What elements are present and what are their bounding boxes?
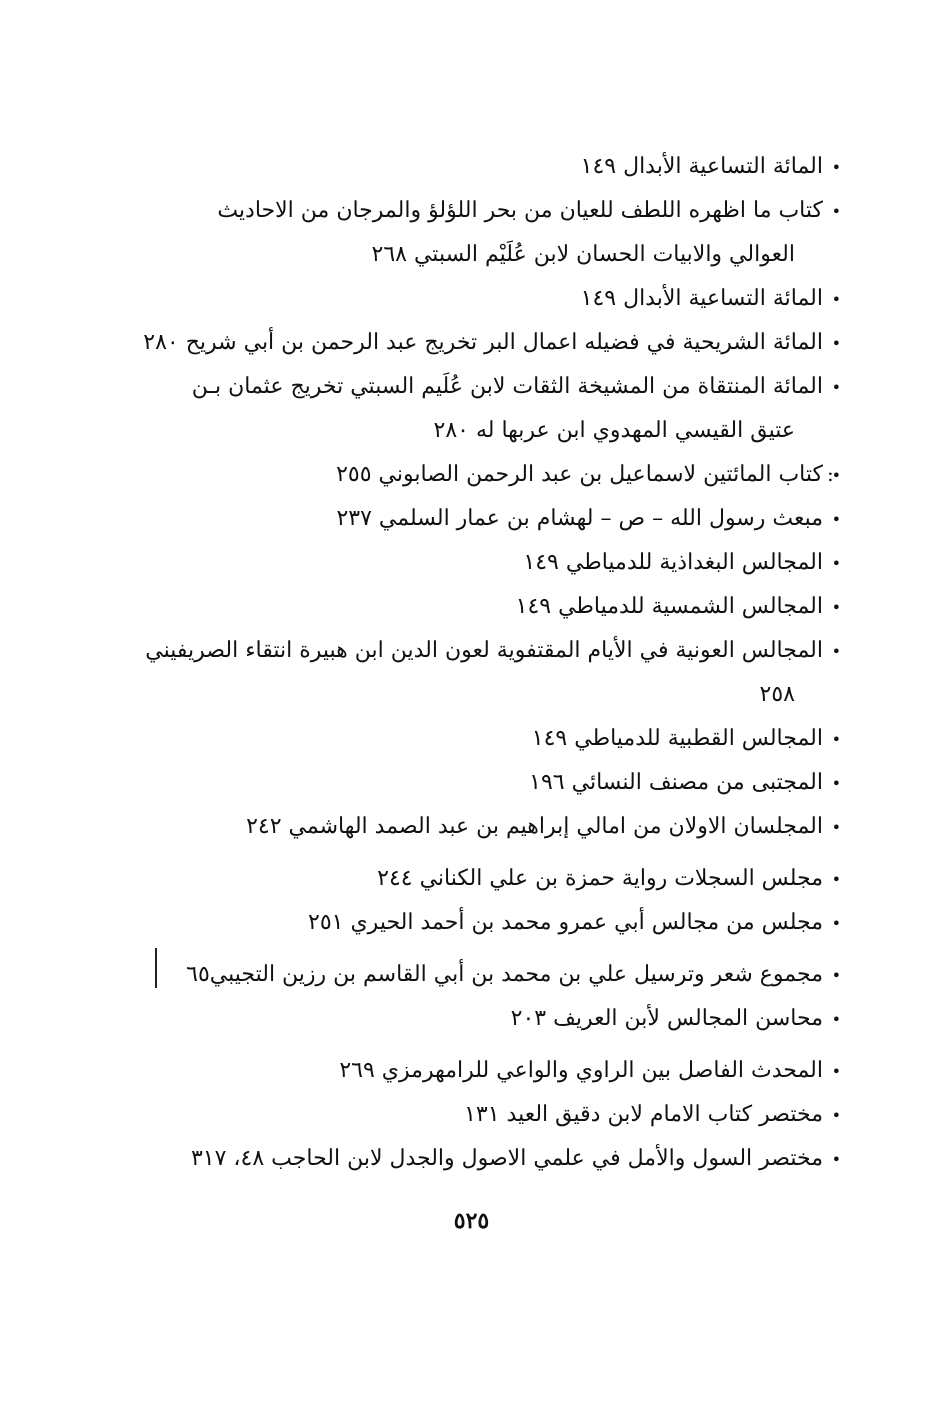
bullet-icon: • bbox=[831, 202, 841, 221]
index-entry bbox=[143, 953, 841, 997]
index-entry bbox=[143, 453, 841, 497]
bullet-icon: • bbox=[831, 1062, 841, 1081]
page-number: ٥٢٥ bbox=[453, 1208, 490, 1234]
index-entry bbox=[143, 541, 841, 585]
index-entry bbox=[143, 717, 841, 761]
bullet-icon: • bbox=[831, 730, 841, 749]
bullet-icon: • bbox=[831, 598, 841, 617]
index-entry bbox=[143, 189, 841, 277]
bullet-icon: • bbox=[831, 774, 841, 793]
entry-text: المائة الشريحية في فضيله اعمال البر تخريج عبد الرحمن بن أبي شريح ٢٨٠ bbox=[143, 330, 823, 355]
entry-text: مجموع شعر وترسيل علي بن محمد بن أبي القاسم بن رزين التجيبي٦٥ bbox=[186, 962, 823, 987]
entry-text: المائة المنتقاة من المشيخة الثقات لابن عُلَيم السبتي تخريج عثمان بـن bbox=[191, 374, 823, 399]
bullet-icon: • bbox=[831, 466, 841, 485]
entry-text: المجالس القطبية للدمياطي ١٤٩ bbox=[531, 726, 823, 751]
index-entry bbox=[143, 1049, 841, 1093]
margin-colon-mark: : bbox=[827, 462, 834, 486]
bullet-icon: • bbox=[831, 1106, 841, 1125]
entry-text: المجالس الشمسية للدمياطي ١٤٩ bbox=[515, 594, 823, 619]
index-entry-list bbox=[143, 145, 841, 1181]
entry-text: مختصر كتاب الامام لابن دقيق العيد ١٣١ bbox=[464, 1102, 823, 1127]
bullet-icon: • bbox=[831, 914, 841, 933]
index-entry bbox=[143, 497, 841, 541]
bullet-icon: • bbox=[831, 378, 841, 397]
index-entry bbox=[143, 277, 841, 321]
index-entry bbox=[143, 1093, 841, 1137]
index-entry bbox=[143, 857, 841, 901]
entry-text: المائة التساعية الأبدال ١٤٩ bbox=[580, 154, 823, 179]
entry-text: محاسن المجالس لأبن العريف ٢٠٣ bbox=[510, 1006, 823, 1031]
bullet-icon: • bbox=[831, 870, 841, 889]
bullet-icon: • bbox=[831, 554, 841, 573]
entry-text: كتاب ما اظهره اللطف للعيان من بحر اللؤلؤ والمرجان من الاحاديث bbox=[217, 198, 823, 223]
bullet-icon: • bbox=[831, 966, 841, 985]
index-entry bbox=[143, 761, 841, 805]
index-entry bbox=[143, 629, 841, 717]
margin-vertical-rule bbox=[155, 948, 157, 988]
entry-text: مجلس السجلات رواية حمزة بن علي الكناني ٢٤٤ bbox=[377, 866, 823, 891]
entry-text: المجالس العونية في الأيام المقتفوية لعون الدين ابن هبيرة انتقاء الصريفيني bbox=[145, 638, 823, 663]
index-entry bbox=[143, 805, 841, 849]
index-entry bbox=[143, 997, 841, 1041]
bullet-icon: • bbox=[831, 510, 841, 529]
bullet-icon: • bbox=[831, 158, 841, 177]
bullet-icon: • bbox=[831, 334, 841, 353]
entry-text: المجلسان الاولان من امالي إبراهيم بن عبد الصمد الهاشمي ٢٤٢ bbox=[246, 814, 823, 839]
bullet-icon: • bbox=[831, 1010, 841, 1029]
entry-text: كتاب المائتين لاسماعيل بن عبد الرحمن الصابوني ٢٥٥ bbox=[336, 462, 823, 487]
entry-text: مبعث رسول الله – ص – لهشام بن عمار السلمي ٢٣٧ bbox=[336, 506, 823, 531]
entry-text: مختصر السول والأمل في علمي الاصول والجدل لابن الحاجب ٤٨، ٣١٧ bbox=[190, 1146, 823, 1171]
entry-text: المائة التساعية الأبدال ١٤٩ bbox=[580, 286, 823, 311]
entry-text: المجالس البغداذية للدمياطي ١٤٩ bbox=[523, 550, 823, 575]
entry-continuation-text: ٢٥٨ bbox=[759, 682, 795, 707]
entry-text: مجلس من مجالس أبي عمرو محمد بن أحمد الحيري ٢٥١ bbox=[308, 910, 823, 935]
index-entry bbox=[143, 365, 841, 453]
bullet-icon: • bbox=[831, 1150, 841, 1169]
index-entry bbox=[143, 145, 841, 189]
index-entry bbox=[143, 901, 841, 945]
bullet-icon: • bbox=[831, 290, 841, 309]
index-entry bbox=[143, 1137, 841, 1181]
index-entry bbox=[143, 585, 841, 629]
entry-continuation-text: العوالي والابيات الحسان لابن عُلَيْم السبتي ٢٦٨ bbox=[371, 242, 795, 267]
bullet-icon: • bbox=[831, 818, 841, 837]
entry-text: المجتبى من مصنف النسائي ١٩٦ bbox=[529, 770, 823, 795]
bullet-icon: • bbox=[831, 642, 841, 661]
index-entry bbox=[143, 321, 841, 365]
entry-continuation-text: عتيق القيسي المهدوي ابن عربها له ٢٨٠ bbox=[433, 418, 795, 443]
entry-text: المحدث الفاصل بين الراوي والواعي للرامهرمزي ٢٦٩ bbox=[339, 1058, 823, 1083]
